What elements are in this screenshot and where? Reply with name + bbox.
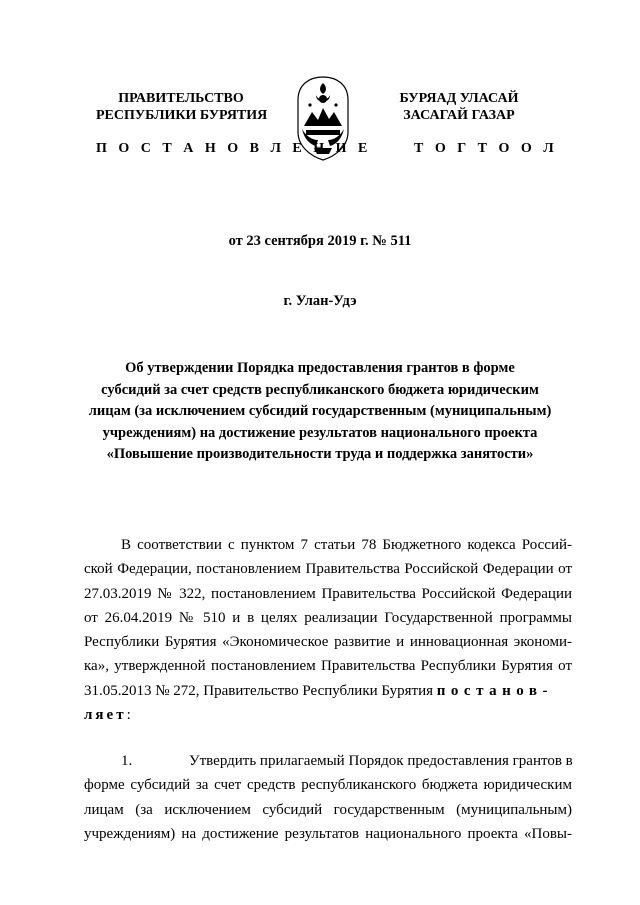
paragraph-line-text: 31.05.2013 № 272, Правительство Республики Бурятия (84, 682, 434, 699)
resolves-colon: : (126, 707, 131, 724)
title-line: «Повышение производительности труда и поддержка занятости» (106, 446, 534, 463)
header-right-line-1: БУРЯАД УЛАСАЙ (399, 91, 519, 106)
title-line: субсидий за счет средств республиканского бюджета юридическим (101, 381, 539, 398)
emblem-ornament-1 (308, 103, 311, 106)
paragraph-line-resolves (84, 679, 572, 703)
paragraph-line: учреждениям) на достижение результатов национального проекта «Повы- (84, 825, 572, 842)
paragraph-line: Республики Бурятия «Экономическое развитие и инновационная экономи- (84, 634, 572, 651)
header-left (96, 90, 266, 124)
doc-type-russian: П О С Т А Н О В Л Е Н И Е (96, 141, 372, 156)
decree-city: г. Улан-Удэ (283, 293, 357, 309)
emblem-sun (319, 95, 327, 103)
item-number: 1. (121, 753, 133, 769)
emblem-ornament-2 (334, 103, 337, 106)
title-line: учреждениям) на достижение результатов национального проекта (102, 424, 538, 441)
emblem-soyombo-top (320, 83, 326, 94)
decree-date-number: от 23 сентября 2019 г. № 511 (228, 233, 412, 249)
header-right (374, 90, 544, 124)
paragraph-line: 27.03.2019 № 322, постановлением Правительства Российской Федерации (84, 585, 572, 602)
header-left-line-1: ПРАВИТЕЛЬСТВО (118, 91, 244, 106)
header-right-line-2: ЗАСАГАЙ ГАЗАР (403, 108, 515, 123)
header-left-line-2: РЕСПУБЛИКИ БУРЯТИЯ (96, 108, 268, 123)
title-line: Об утверждении Порядка предоставления грантов в форме (125, 360, 515, 376)
paragraph-line-resolves-end (84, 703, 572, 727)
resolves-word-part2: ляет (84, 707, 127, 724)
paragraph-line: от 26.04.2019 № 510 и в целях реализации Государственной программы (84, 609, 572, 626)
paragraph-line: лицам (за исключением субсидий государственным (муниципальным) (84, 801, 572, 818)
paragraph-line: ской Федерации, постановлением Правительства Российской Федерации от (84, 561, 572, 578)
title-line: лицам (за исключением субсидий государственным (муниципальным) (88, 403, 552, 420)
emblem-band (306, 130, 340, 135)
decree-title (80, 358, 560, 466)
paragraph-line: В соответствии с пунктом 7 статьи 78 Бюджетного кодекса Россий- (121, 537, 572, 553)
preamble-paragraph (84, 533, 572, 727)
doc-type-buryat: Т О Г Т О О Л (414, 141, 558, 156)
resolves-word-part1: постанов- (436, 682, 553, 699)
paragraph-line (84, 749, 572, 773)
item-1-paragraph (84, 749, 572, 846)
item-1-text-start: Утвердить прилагаемый Порядок предоставления грантов в (189, 753, 573, 769)
emblem-mountains (304, 108, 342, 126)
paragraph-line: ка», утвержденной постановлением Правительства Республики Бурятия от (84, 658, 572, 675)
paragraph-line: форме субсидий за счет средств республиканского бюджета юридическим (84, 777, 572, 794)
